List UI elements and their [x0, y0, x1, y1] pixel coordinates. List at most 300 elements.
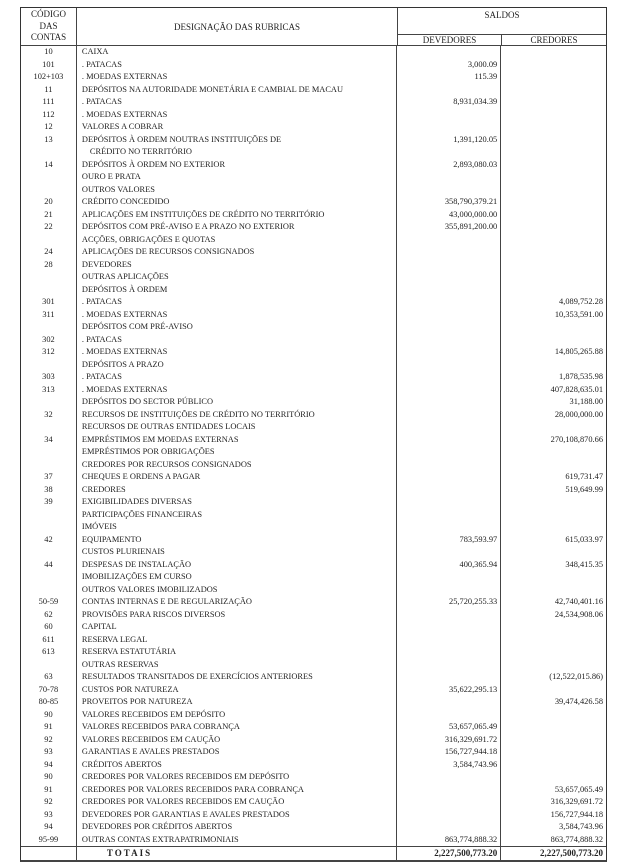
account-description: PROVEITOS POR NATUREZA	[77, 696, 397, 709]
account-description: VALORES RECEBIDOS EM DEPÓSITO	[77, 709, 397, 722]
table-row	[21, 196, 606, 209]
account-description: VALORES A COBRAR	[77, 121, 397, 134]
table-row	[21, 434, 606, 447]
account-description: CRÉDITOS ABERTOS	[77, 759, 397, 772]
credit-balance	[501, 209, 606, 222]
account-description: VALORES RECEBIDOS EM CAUÇÃO	[77, 734, 397, 747]
account-code: 80-85	[21, 696, 77, 709]
debit-balance	[397, 434, 501, 447]
table-row	[21, 384, 606, 397]
debit-balance	[397, 359, 501, 372]
header-code	[21, 8, 77, 46]
header-credores: CREDORES	[530, 35, 578, 45]
debit-balance	[397, 121, 501, 134]
account-code	[21, 171, 77, 184]
credit-balance	[501, 171, 606, 184]
credit-balance	[501, 496, 606, 509]
debit-balance	[397, 709, 501, 722]
debit-balance: 783,593.97	[397, 534, 501, 547]
account-code: 20	[21, 196, 77, 209]
account-code	[21, 509, 77, 522]
account-description: OUTRAS RESERVAS	[77, 659, 397, 672]
credit-balance	[501, 184, 606, 197]
credit-balance	[501, 321, 606, 334]
credit-balance: 270,108,870.66	[550, 434, 604, 444]
account-description: DEVEDORES POR CRÉDITOS ABERTOS	[77, 821, 397, 834]
debit-balance	[397, 146, 501, 159]
table-row	[21, 584, 606, 597]
debit-balance: 53,657,065.49	[397, 721, 501, 734]
header-saldos: SALDOS	[398, 8, 606, 35]
table-row	[21, 134, 606, 147]
debit-balance: 3,000.09	[397, 59, 501, 72]
debit-balance	[397, 509, 501, 522]
credit-balance	[501, 771, 606, 784]
debit-balance	[397, 621, 501, 634]
account-description: CREDORES POR RECURSOS CONSIGNADOS	[77, 459, 397, 472]
account-description: OURO E PRATA	[77, 171, 397, 184]
account-code: 611	[21, 634, 77, 647]
credit-balance	[501, 259, 606, 272]
table-row	[21, 534, 606, 547]
account-code: 70-78	[21, 684, 77, 697]
account-code	[21, 459, 77, 472]
debit-balance: 3,584,743.96	[397, 759, 501, 772]
account-code: 44	[21, 559, 77, 572]
credit-balance: (12,522,015.86)	[549, 672, 604, 681]
account-code: 50-59	[21, 596, 77, 609]
credit-balance	[501, 146, 606, 159]
debit-balance	[397, 771, 501, 784]
account-code	[21, 571, 77, 584]
table-row	[21, 746, 606, 759]
debit-balance	[397, 496, 501, 509]
balance-table	[20, 7, 607, 862]
account-description: CREDORES	[77, 484, 397, 497]
debit-balance	[397, 296, 501, 309]
credit-balance	[501, 621, 606, 634]
debit-balance	[397, 396, 501, 409]
debit-balance: 863,774,888.32	[397, 834, 501, 847]
debit-balance: 115.39	[397, 71, 501, 84]
account-code: 28	[21, 259, 77, 272]
account-code: 13	[21, 134, 77, 147]
account-description: . MOEDAS EXTERNAS	[77, 309, 397, 322]
credit-balance: 1,878,535.98	[559, 372, 604, 381]
account-description: CRÉDITO CONCEDIDO	[77, 196, 397, 209]
account-description: RESERVA ESTATUTÁRIA	[77, 646, 397, 659]
account-code: 302	[21, 334, 77, 347]
account-description: DEPÓSITOS A PRAZO	[77, 359, 397, 372]
credit-balance	[501, 659, 606, 672]
credit-balance: 24,534,908.06	[554, 609, 604, 619]
debit-balance	[397, 334, 501, 347]
credit-balance	[501, 159, 606, 172]
account-description: DEPÓSITOS À ORDEM	[77, 284, 397, 297]
credit-balance: 28,000,000.00	[554, 409, 604, 419]
account-code: 112	[21, 109, 77, 122]
debit-balance: 316,329,691.72	[397, 734, 501, 747]
account-code: 312	[21, 346, 77, 359]
credit-balance: 53,657,065.49	[554, 784, 604, 794]
table-row	[21, 296, 606, 309]
table-row	[21, 359, 606, 372]
debit-balance: 156,727,944.18	[397, 746, 501, 759]
account-description: . MOEDAS EXTERNAS	[77, 346, 397, 359]
table-header	[21, 8, 606, 46]
account-code: 60	[21, 621, 77, 634]
header-devedores: DEVEDORES	[398, 35, 502, 45]
debit-balance	[397, 246, 501, 259]
table-row	[21, 734, 606, 747]
account-code: 21	[21, 209, 77, 222]
credit-balance	[501, 546, 606, 559]
credit-balance: 39,474,426.58	[554, 697, 604, 706]
account-code: 91	[21, 721, 77, 734]
credit-balance	[501, 221, 606, 234]
account-code: 10	[21, 46, 77, 59]
credit-balance	[501, 59, 606, 72]
table-row	[21, 496, 606, 509]
account-description: DEPÓSITOS COM PRÉ-AVISO	[77, 321, 397, 334]
credit-balance	[501, 271, 606, 284]
table-row	[21, 821, 606, 834]
account-code: 14	[21, 159, 77, 172]
debit-balance: 35,622,295.13	[397, 684, 501, 697]
account-description: ACÇÕES, OBRIGAÇÕES E QUOTAS	[77, 234, 397, 247]
account-description: DEPÓSITOS DO SECTOR PÚBLICO	[77, 396, 397, 409]
table-row	[21, 159, 606, 172]
account-code: 38	[21, 484, 77, 497]
debit-balance	[397, 471, 501, 484]
header-code-line: DAS	[39, 20, 58, 31]
credit-balance	[501, 734, 606, 747]
debit-balance	[397, 446, 501, 459]
account-description: APLICAÇÕES EM INSTITUIÇÕES DE CRÉDITO NO TERRITÓRIO	[77, 209, 397, 222]
debit-balance: 400,365.94	[397, 559, 501, 572]
account-description: IMÓVEIS	[77, 521, 397, 534]
table-row	[21, 659, 606, 672]
credit-balance: 348,415.35	[565, 559, 604, 569]
debit-balance	[397, 646, 501, 659]
account-code	[21, 659, 77, 672]
account-code: 93	[21, 809, 77, 822]
debit-balance: 43,000,000.00	[397, 209, 501, 222]
totals-row	[21, 846, 606, 860]
table-row	[21, 834, 606, 847]
account-code	[21, 446, 77, 459]
table-row	[21, 346, 606, 359]
debit-balance	[397, 259, 501, 272]
account-code: 102+103	[21, 71, 77, 84]
table-row	[21, 409, 606, 422]
credit-balance: 863,774,888.32	[550, 834, 604, 844]
account-code: 32	[21, 409, 77, 422]
account-code: 311	[21, 309, 77, 322]
account-description: GARANTIAS E AVALES PRESTADOS	[77, 746, 397, 759]
table-row	[21, 709, 606, 722]
credit-balance	[501, 509, 606, 522]
table-row	[21, 784, 606, 797]
account-code	[21, 184, 77, 197]
account-description: DEPÓSITOS NA AUTORIDADE MONETÁRIA E CAMBIAL DE MACAU	[77, 84, 397, 97]
table-row	[21, 684, 606, 697]
totals-credores: 2,227,500,773.20	[540, 848, 603, 858]
credit-balance	[501, 46, 606, 59]
credit-balance	[501, 71, 606, 84]
account-description: PROVISÕES PARA RISCOS DIVERSOS	[77, 609, 397, 622]
credit-balance	[501, 746, 606, 759]
credit-balance	[501, 684, 606, 697]
table-row	[21, 71, 606, 84]
debit-balance	[397, 271, 501, 284]
debit-balance	[397, 321, 501, 334]
totals-devedores: 2,227,500,773.20	[397, 847, 501, 860]
debit-balance	[397, 546, 501, 559]
credit-balance: 3,584,743.96	[559, 822, 604, 831]
table-row	[21, 121, 606, 134]
credit-balance	[501, 359, 606, 372]
credit-balance: 316,329,691.72	[550, 797, 604, 806]
table-row	[21, 521, 606, 534]
table-row	[21, 509, 606, 522]
account-code: 95-99	[21, 834, 77, 847]
table-row	[21, 484, 606, 497]
table-row	[21, 621, 606, 634]
account-code: 63	[21, 671, 77, 684]
account-code	[21, 234, 77, 247]
table-row	[21, 671, 606, 684]
table-row	[21, 696, 606, 709]
account-code	[21, 584, 77, 597]
table-row	[21, 246, 606, 259]
account-description: CUSTOS POR NATUREZA	[77, 684, 397, 697]
debit-balance	[397, 659, 501, 672]
debit-balance: 1,391,120.05	[397, 134, 501, 147]
debit-balance: 358,790,379.21	[397, 196, 501, 209]
debit-balance	[397, 184, 501, 197]
account-description: DEPÓSITOS À ORDEM NOUTRAS INSTITUIÇÕES DE	[77, 134, 397, 147]
table-row	[21, 171, 606, 184]
account-code: 39	[21, 496, 77, 509]
account-description: RECURSOS DE INSTITUIÇÕES DE CRÉDITO NO TERRITÓRIO	[77, 409, 397, 422]
totals-code	[21, 847, 77, 860]
credit-balance: 519,649.99	[565, 484, 604, 494]
debit-balance	[397, 484, 501, 497]
account-description: . PATACAS	[77, 296, 397, 309]
debit-balance	[397, 84, 501, 97]
credit-balance	[501, 421, 606, 434]
debit-balance	[397, 821, 501, 834]
debit-balance: 355,891,200.00	[397, 221, 501, 234]
table-row	[21, 721, 606, 734]
account-code	[21, 521, 77, 534]
account-description: . PATACAS	[77, 96, 397, 109]
account-description: CRÉDITO NO TERRITÓRIO	[77, 146, 397, 159]
account-code	[21, 396, 77, 409]
account-code: 94	[21, 759, 77, 772]
account-description: . PATACAS	[77, 371, 397, 384]
debit-balance	[397, 609, 501, 622]
debit-balance	[397, 371, 501, 384]
account-description: EQUIPAMENTO	[77, 534, 397, 547]
credit-balance	[501, 446, 606, 459]
table-row	[21, 396, 606, 409]
debit-balance	[397, 784, 501, 797]
account-code: 93	[21, 746, 77, 759]
credit-balance: 407,828,635.01	[550, 384, 604, 394]
header-description: DESIGNAÇÃO DAS RUBRICAS	[77, 8, 398, 45]
table-row	[21, 146, 606, 159]
table-row	[21, 184, 606, 197]
table-row	[21, 284, 606, 297]
account-code	[21, 271, 77, 284]
account-code: 90	[21, 709, 77, 722]
credit-balance	[501, 584, 606, 597]
account-description: . MOEDAS EXTERNAS	[77, 384, 397, 397]
table-row	[21, 809, 606, 822]
credit-balance	[501, 334, 606, 347]
table-row	[21, 596, 606, 609]
account-code: 42	[21, 534, 77, 547]
debit-balance	[397, 696, 501, 709]
table-body	[21, 46, 606, 846]
account-code: 37	[21, 471, 77, 484]
account-description: DEVEDORES POR GARANTIAS E AVALES PRESTADOS	[77, 809, 397, 822]
account-description: . MOEDAS EXTERNAS	[77, 109, 397, 122]
table-row	[21, 96, 606, 109]
credit-balance: 156,727,944.18	[550, 809, 604, 819]
account-description: RESERVA LEGAL	[77, 634, 397, 647]
table-row	[21, 371, 606, 384]
account-description: OUTROS VALORES	[77, 184, 397, 197]
table-row	[21, 321, 606, 334]
account-description: DESPESAS DE INSTALAÇÃO	[77, 559, 397, 572]
account-description: CONTAS INTERNAS E DE REGULARIZAÇÃO	[77, 596, 397, 609]
credit-balance	[501, 109, 606, 122]
account-code: 301	[21, 296, 77, 309]
account-description: CHEQUES E ORDENS A PAGAR	[77, 471, 397, 484]
account-description: IMOBILIZAÇÕES EM CURSO	[77, 571, 397, 584]
account-code: 34	[21, 434, 77, 447]
account-description: VALORES RECEBIDOS PARA COBRANÇA	[77, 721, 397, 734]
table-row	[21, 259, 606, 272]
credit-balance: 14,805,265.88	[554, 347, 604, 356]
table-row	[21, 646, 606, 659]
debit-balance	[397, 671, 501, 684]
account-description: OUTRAS CONTAS EXTRAPATRIMONIAIS	[77, 834, 397, 847]
account-code: 613	[21, 646, 77, 659]
table-row	[21, 209, 606, 222]
account-code: 303	[21, 371, 77, 384]
debit-balance	[397, 459, 501, 472]
table-row	[21, 634, 606, 647]
credit-balance: 4,089,752.28	[559, 297, 604, 306]
credit-balance	[501, 96, 606, 109]
debit-balance	[397, 346, 501, 359]
account-code: 313	[21, 384, 77, 397]
account-description: OUTROS VALORES IMOBILIZADOS	[77, 584, 397, 597]
account-code	[21, 321, 77, 334]
credit-balance	[501, 459, 606, 472]
debit-balance	[397, 409, 501, 422]
table-row	[21, 309, 606, 322]
debit-balance	[397, 421, 501, 434]
debit-balance	[397, 571, 501, 584]
table-row	[21, 234, 606, 247]
debit-balance: 8,931,034.39	[397, 96, 501, 109]
account-code: 22	[21, 221, 77, 234]
table-row	[21, 471, 606, 484]
table-row	[21, 59, 606, 72]
debit-balance	[397, 796, 501, 809]
table-row	[21, 221, 606, 234]
account-code: 90	[21, 771, 77, 784]
credit-balance: 619,731.47	[565, 472, 604, 481]
debit-balance	[397, 584, 501, 597]
account-code: 111	[21, 96, 77, 109]
table-row	[21, 46, 606, 59]
account-description: CREDORES POR VALORES RECEBIDOS EM CAUÇÃO	[77, 796, 397, 809]
account-description: EXIGIBILIDADES DIVERSAS	[77, 496, 397, 509]
account-code: 101	[21, 59, 77, 72]
table-row	[21, 421, 606, 434]
account-description: EMPRÉSTIMOS POR OBRIGAÇÕES	[77, 446, 397, 459]
credit-balance	[501, 571, 606, 584]
account-code: 92	[21, 796, 77, 809]
account-description: CREDORES POR VALORES RECEBIDOS EM DEPÓSITO	[77, 771, 397, 784]
table-row	[21, 571, 606, 584]
table-row	[21, 334, 606, 347]
account-description: CAIXA	[77, 46, 397, 59]
debit-balance	[397, 309, 501, 322]
debit-balance	[397, 234, 501, 247]
account-description: PARTICIPAÇÕES FINANCEIRAS	[77, 509, 397, 522]
credit-balance	[501, 646, 606, 659]
account-description: RECURSOS DE OUTRAS ENTIDADES LOCAIS	[77, 421, 397, 434]
credit-balance	[501, 721, 606, 734]
table-row	[21, 546, 606, 559]
account-code	[21, 421, 77, 434]
account-code: 24	[21, 246, 77, 259]
credit-balance	[501, 121, 606, 134]
account-description: DEPÓSITOS COM PRÉ-AVISO E A PRAZO NO EXTERIOR	[77, 221, 397, 234]
credit-balance: 31,188.00	[569, 397, 604, 406]
credit-balance	[501, 196, 606, 209]
debit-balance: 2,893,080.03	[397, 159, 501, 172]
account-code: 12	[21, 121, 77, 134]
credit-balance	[501, 521, 606, 534]
account-description: CREDORES POR VALORES RECEBIDOS PARA COBRANÇA	[77, 784, 397, 797]
account-description: RESULTADOS TRANSITADOS DE EXERCÍCIOS ANTERIORES	[77, 671, 397, 684]
credit-balance: 10,353,591.00	[554, 309, 604, 319]
totals-label: TOTAIS	[77, 847, 397, 860]
account-code	[21, 284, 77, 297]
account-description: . MOEDAS EXTERNAS	[77, 71, 397, 84]
credit-balance: 42,740,401.16	[554, 597, 604, 606]
account-description: . PATACAS	[77, 59, 397, 72]
account-code	[21, 359, 77, 372]
debit-balance	[397, 634, 501, 647]
table-row	[21, 559, 606, 572]
account-description: DEPÓSITOS À ORDEM NO EXTERIOR	[77, 159, 397, 172]
credit-balance	[501, 134, 606, 147]
debit-balance: 25,720,255.33	[397, 596, 501, 609]
table-row	[21, 609, 606, 622]
debit-balance	[397, 46, 501, 59]
table-row	[21, 796, 606, 809]
debit-balance	[397, 171, 501, 184]
